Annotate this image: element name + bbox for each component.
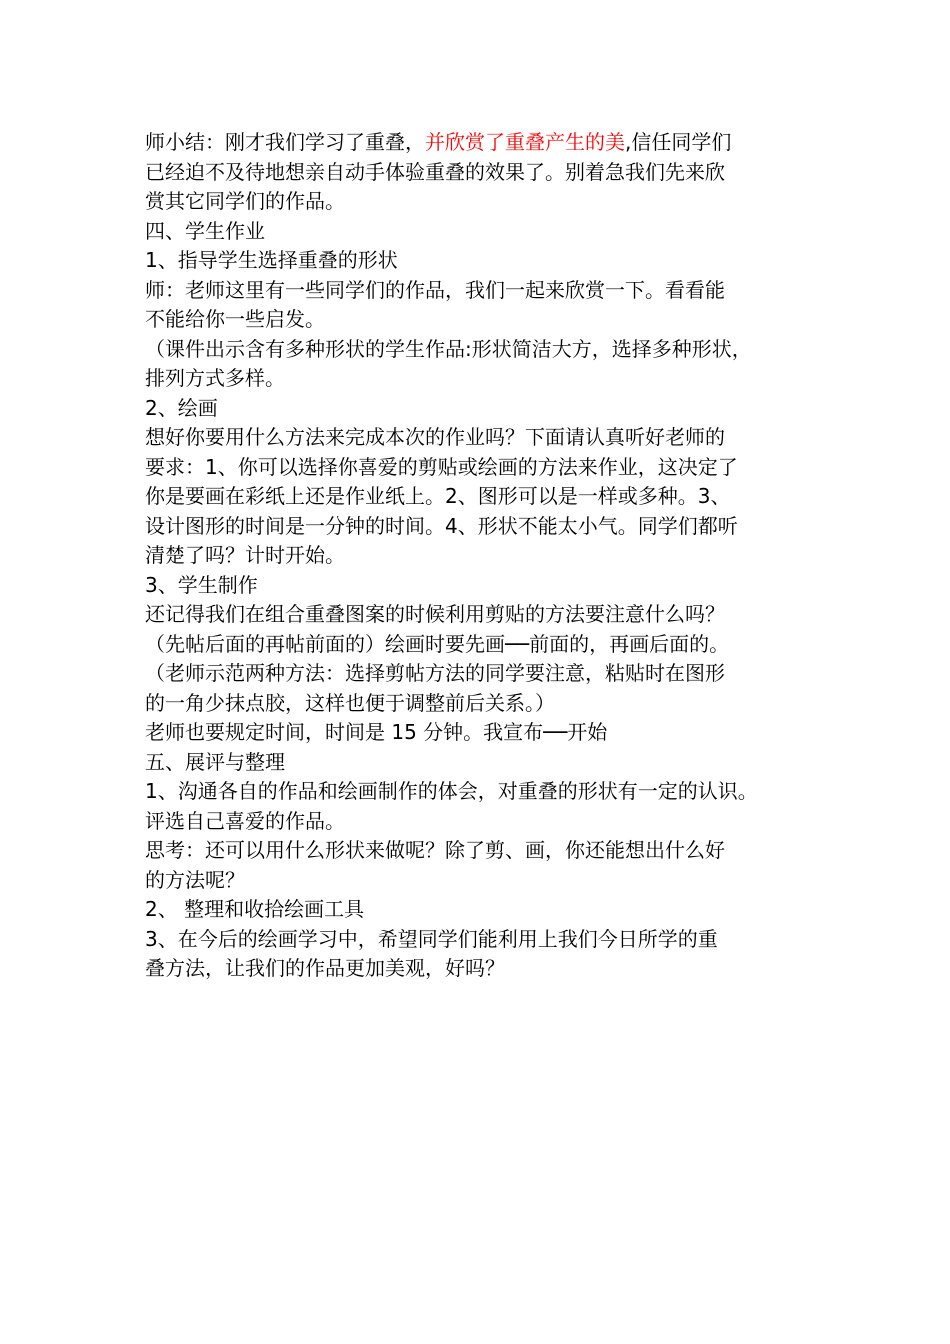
highlighted-text: 并欣赏了重叠产生的美 bbox=[425, 130, 625, 154]
text-line bbox=[145, 777, 825, 807]
body-text: 清楚了吗？计时开始。 bbox=[145, 543, 345, 567]
body-text: 2、绘画 bbox=[145, 395, 218, 420]
body-text: 1、沟通各自的作品和绘画制作的体会，对重叠的形状有一定的认识。 bbox=[145, 779, 758, 803]
body-text: 五、展评与整理 bbox=[145, 749, 285, 774]
document-body bbox=[145, 128, 825, 984]
text-line bbox=[145, 158, 825, 188]
text-line bbox=[145, 748, 825, 778]
text-line bbox=[145, 718, 825, 748]
body-text: 老师也要规定时间，时间是 15 分钟。我宣布──开始 bbox=[145, 720, 608, 744]
body-text: 2、 整理和收拾绘画工具 bbox=[145, 897, 365, 921]
body-text: 已经迫不及待地想亲自动手体验重叠的效果了。别着急我们先来欣 bbox=[145, 159, 725, 184]
text-line bbox=[145, 925, 825, 955]
body-text: 的方法呢？ bbox=[145, 867, 245, 892]
text-line bbox=[145, 305, 825, 335]
body-text: 你是要画在彩纸上还是作业纸上。2、图形可以是一样或多种。3、 bbox=[145, 484, 731, 508]
text-line bbox=[145, 453, 825, 483]
body-text: 设计图形的时间是一分钟的时间。4、形状不能太小气。同学们都听 bbox=[145, 513, 738, 538]
text-line bbox=[145, 335, 825, 365]
text-line bbox=[145, 836, 825, 866]
text-line bbox=[145, 866, 825, 896]
body-text: （老师示范两种方法：选择剪帖方法的同学要注意，粘贴时在图形 bbox=[145, 661, 725, 685]
body-text: 师小结：刚才我们学习了重叠， bbox=[145, 130, 425, 154]
text-line bbox=[145, 571, 825, 601]
text-line bbox=[145, 630, 825, 660]
text-line bbox=[145, 482, 825, 512]
body-text: 师：老师这里有一些同学们的作品，我们一起来欣赏一下。看看能 bbox=[145, 277, 725, 302]
text-line bbox=[145, 128, 825, 158]
body-text: （先帖后面的再帖前面的）绘画时要先画──前面的，再画后面的。 bbox=[145, 631, 730, 656]
body-text: 排列方式多样。 bbox=[145, 366, 285, 390]
text-line bbox=[145, 423, 825, 453]
body-text: 想好你要用什么方法来完成本次的作业吗？下面请认真听好老师的 bbox=[145, 425, 725, 449]
text-line bbox=[145, 246, 825, 276]
text-line bbox=[145, 541, 825, 571]
body-text: 3、学生制作 bbox=[145, 572, 258, 597]
text-line bbox=[145, 659, 825, 689]
text-line bbox=[145, 276, 825, 306]
body-text: 四、学生作业 bbox=[145, 218, 265, 243]
text-line bbox=[145, 689, 825, 719]
text-line bbox=[145, 895, 825, 925]
text-line bbox=[145, 187, 825, 217]
text-line bbox=[145, 512, 825, 542]
body-text: （课件出示含有多种形状的学生作品:形状简洁大方，选择多种形状， bbox=[145, 336, 752, 361]
body-text: 思考：还可以用什么形状来做呢？除了剪、画，你还能想出什么好 bbox=[145, 838, 725, 862]
body-text: 3、在今后的绘画学习中，希望同学们能利用上我们今日所学的重 bbox=[145, 926, 718, 951]
text-line bbox=[145, 954, 825, 984]
body-text: ,信任同学们 bbox=[625, 130, 732, 154]
body-text: 叠方法，让我们的作品更加美观，好吗？ bbox=[145, 956, 505, 980]
body-text: 还记得我们在组合重叠图案的时候利用剪贴的方法要注意什么吗？ bbox=[145, 602, 725, 626]
text-line bbox=[145, 600, 825, 630]
text-line bbox=[145, 807, 825, 837]
body-text: 不能给你一些启发。 bbox=[145, 307, 325, 331]
body-text: 1、指导学生选择重叠的形状 bbox=[145, 248, 398, 272]
body-text: 要求：1、你可以选择你喜爱的剪贴或绘画的方法来作业，这决定了 bbox=[145, 454, 738, 479]
text-line bbox=[145, 364, 825, 394]
body-text: 评选自己喜爱的作品。 bbox=[145, 808, 345, 833]
text-line bbox=[145, 394, 825, 424]
body-text: 的一角少抹点胶，这样也便于调整前后关系。） bbox=[145, 690, 555, 715]
text-line bbox=[145, 217, 825, 247]
body-text: 赏其它同学们的作品。 bbox=[145, 189, 345, 213]
